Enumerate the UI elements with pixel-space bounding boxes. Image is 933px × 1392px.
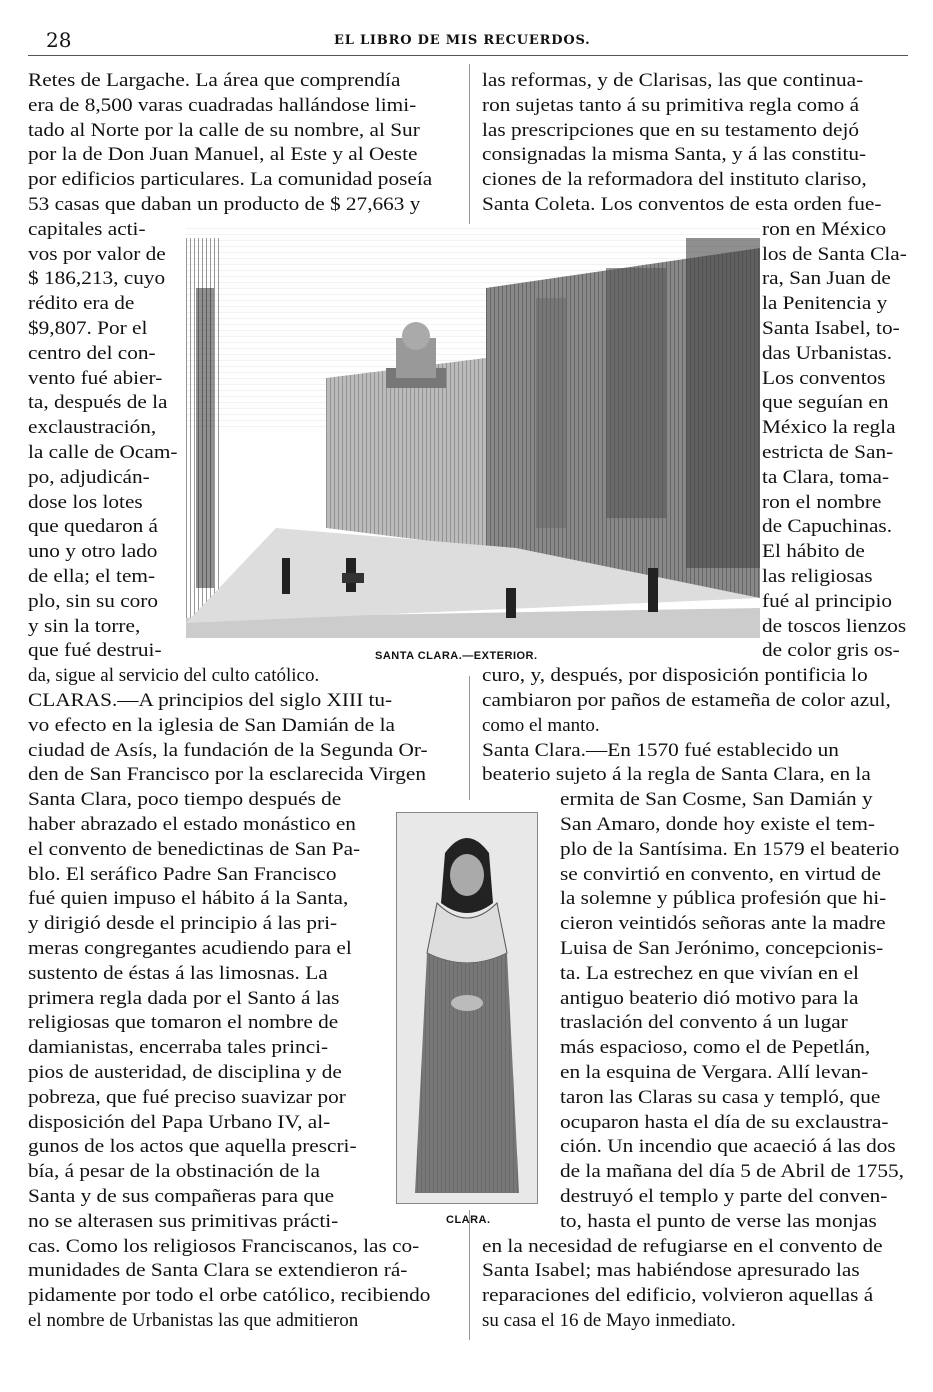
text-line: que quedaron á <box>28 516 158 538</box>
text-line: po, adjudicán- <box>28 466 150 488</box>
text-line: pios de austeridad, de disciplina y de <box>28 1062 342 1083</box>
text-line: primera regla dada por el Santo á las <box>28 987 340 1009</box>
text-line: su casa el 16 de Mayo inmediato. <box>482 1310 736 1331</box>
text-line: taron las Claras su casa y templó, que <box>560 1086 881 1108</box>
text-line: por edificios particulares. La comunidad poseía <box>28 169 433 191</box>
page-number: 28 <box>46 28 72 52</box>
text-line: no se alterasen sus primitivas prácti- <box>28 1210 339 1232</box>
text-line: to, hasta el punto de verse las monjas <box>560 1210 877 1232</box>
column-divider <box>469 64 470 224</box>
text-line: que fué destrui- <box>28 640 162 662</box>
text-line: bía, á pesar de la obstinación de la <box>28 1161 320 1183</box>
text-line: cas. Como los religiosos Franciscanos, las co- <box>28 1235 420 1257</box>
text-line: disposición del Papa Urbano IV, al- <box>28 1111 331 1133</box>
text-line: la Penitencia y <box>762 293 888 315</box>
text-line: curo, y, después, por disposición pontificia lo <box>482 665 868 687</box>
text-line: de toscos lienzos <box>762 615 907 637</box>
text-line: El hábito de <box>762 541 865 563</box>
text-line: cambiaron por paños de estameña de color azul, <box>482 690 891 711</box>
text-line: pobreza, que fué preciso suavizar por <box>28 1086 346 1108</box>
santa-clara-portrait <box>396 812 538 1204</box>
street-caption: SANTA CLARA.—EXTERIOR. <box>375 650 538 662</box>
text-line: era de 8,500 varas cuadradas hallándose limi- <box>28 94 417 116</box>
text-line: ta, después de la <box>28 392 168 414</box>
text-line: de Capuchinas. <box>762 516 893 538</box>
text-line: destruyó el templo y parte del conven- <box>560 1186 888 1207</box>
text-line: ron en México <box>762 218 887 240</box>
text-line: Santa Isabel, to- <box>762 318 900 339</box>
text-line: uno y otro lado <box>28 541 158 563</box>
column-divider <box>469 676 470 800</box>
street-scene-icon <box>186 228 760 638</box>
text-line: vos por valor de <box>28 243 166 265</box>
text-line: da, sigue al servicio del culto católico. <box>28 665 320 687</box>
text-line: dose los lotes <box>28 491 143 513</box>
text-line: las prescripciones que en su testamento dejó <box>482 119 860 141</box>
text-line: ron el nombre <box>762 491 882 513</box>
text-line: fué quien impuso el hábito á la Santa, <box>28 888 349 910</box>
text-line: ra, San Juan de <box>762 268 891 290</box>
text-line: gunos de los actos que aquella prescri- <box>28 1136 357 1158</box>
text-line: antiguo beaterio dió motivo para la <box>560 987 859 1009</box>
santa-clara-exterior-engraving <box>186 228 760 638</box>
text-line: capitales acti- <box>28 218 146 240</box>
text-line: ocuparon hasta el día de su exclaustra- <box>560 1111 889 1133</box>
text-line: en la esquina de Vergara. Allí levan- <box>560 1062 869 1083</box>
text-line: exclaustración, <box>28 417 157 439</box>
text-line: vento fué abier- <box>28 367 163 389</box>
text-line: haber abrazado el estado monástico en <box>28 814 356 835</box>
text-line: en la necesidad de refugiarse en el convento de <box>482 1235 883 1257</box>
text-line: Retes de Largache. La área que comprendía <box>28 70 401 91</box>
text-line: consignadas la misma Santa, y á las constitu- <box>482 144 867 166</box>
text-line: fué al principio <box>762 590 893 612</box>
text-line: Santa y de sus compañeras para que <box>28 1186 335 1207</box>
text-line: y sin la torre, <box>28 615 141 637</box>
text-line: ta Clara, toma- <box>762 466 890 488</box>
running-title: EL LIBRO DE MIS RECUERDOS. <box>334 33 591 48</box>
text-line: las religiosas <box>762 566 873 587</box>
header-rule <box>28 55 908 56</box>
text-line: den de San Francisco por la esclarecida Virgen <box>28 764 426 786</box>
text-line: de la mañana del día 5 de Abril de 1755, <box>560 1161 904 1183</box>
text-line: el nombre de Urbanistas las que admitieron <box>28 1310 359 1331</box>
text-line: $9,807. Por el <box>28 318 148 339</box>
nun-portrait-icon <box>397 813 537 1203</box>
text-line: de color gris os- <box>762 640 900 662</box>
text-line: das Urbanistas. <box>762 342 893 364</box>
text-line: reparaciones del edificio, volvieron aquellas á <box>482 1285 874 1307</box>
text-line: las reformas, y de Clarisas, las que continua- <box>482 70 864 91</box>
text-line: y dirigió desde el principio á las pri- <box>28 913 338 935</box>
text-line: como el manto. <box>482 714 600 736</box>
text-line: ron sujetas tanto á su primitiva regla como á <box>482 94 860 116</box>
text-line: plo, sin su coro <box>28 590 159 612</box>
text-line: México la regla <box>762 417 896 439</box>
text-line: Santa Clara, poco tiempo después de <box>28 789 342 811</box>
text-line: por la de Don Juan Manuel, al Este y al Oeste <box>28 144 418 166</box>
text-line: estricta de San- <box>762 442 894 463</box>
text-line: la calle de Ocam- <box>28 442 178 463</box>
text-line: blo. El seráfico Padre San Francisco <box>28 863 337 885</box>
text-line: la solemne y pública profesión que hi- <box>560 888 887 910</box>
text-line: CLARAS.—A principios del siglo XIII tu- <box>28 690 393 711</box>
text-line: se convirtió en convento, en virtud de <box>560 863 881 885</box>
text-line: Santa Coleta. Los conventos de esta orden fue- <box>482 194 882 215</box>
text-line: Luisa de San Jerónimo, concepcionis- <box>560 938 884 959</box>
text-line: cieron veintidós señoras ante la madre <box>560 913 886 935</box>
column-divider <box>469 1210 470 1340</box>
text-line: Santa Isabel; mas habiéndose apresurado las <box>482 1260 860 1282</box>
text-line: rédito era de <box>28 293 135 315</box>
text-line: ciones de la reformadora del instituto clariso, <box>482 169 867 191</box>
text-line: 53 casas que daban un producto de $ 27,663 y <box>28 194 421 215</box>
text-line: plo de la Santísima. En 1579 el beaterio <box>560 838 900 860</box>
text-line: pidamente por todo el orbe católico, recibiendo <box>28 1285 431 1307</box>
text-line: Santa Clara.—En 1570 fué establecido un <box>482 739 839 761</box>
text-line: traslación del convento á un lugar <box>560 1012 848 1034</box>
text-line: San Amaro, donde hoy existe el tem- <box>560 814 875 835</box>
text-line: centro del con- <box>28 342 156 364</box>
text-line: damianistas, encerraba tales princi- <box>28 1037 329 1059</box>
text-line: meras congregantes acudiendo para el <box>28 938 352 959</box>
text-line: religiosas que tomaron el nombre de <box>28 1012 339 1034</box>
text-line: el convento de benedictinas de San Pa- <box>28 838 361 860</box>
text-line: ta. La estrechez en que vivían en el <box>560 962 859 984</box>
text-line: más espacioso, como el de Pepetlán, <box>560 1037 871 1059</box>
text-line: sustento de éstas á las limosnas. La <box>28 962 328 984</box>
text-line: que seguían en <box>762 392 889 414</box>
text-line: Los conventos <box>762 367 886 389</box>
text-line: de ella; el tem- <box>28 566 156 587</box>
text-line: ermita de San Cosme, San Damián y <box>560 789 873 811</box>
portrait-caption: CLARA. <box>446 1214 491 1226</box>
text-line: munidades de Santa Clara se extendieron rá- <box>28 1260 408 1282</box>
text-line: los de Santa Cla- <box>762 243 907 265</box>
text-line: beaterio sujeto á la regla de Santa Clara, en la <box>482 764 871 786</box>
text-line: ciudad de Asís, la fundación de la Segunda Or- <box>28 739 428 761</box>
text-line: tado al Norte por la calle de su nombre, al Sur <box>28 119 420 141</box>
text-line: $ 186,213, cuyo <box>28 268 166 290</box>
text-line: ción. Un incendio que acaeció á las dos <box>560 1136 896 1158</box>
text-line: vo efecto en la iglesia de San Damián de la <box>28 714 395 736</box>
